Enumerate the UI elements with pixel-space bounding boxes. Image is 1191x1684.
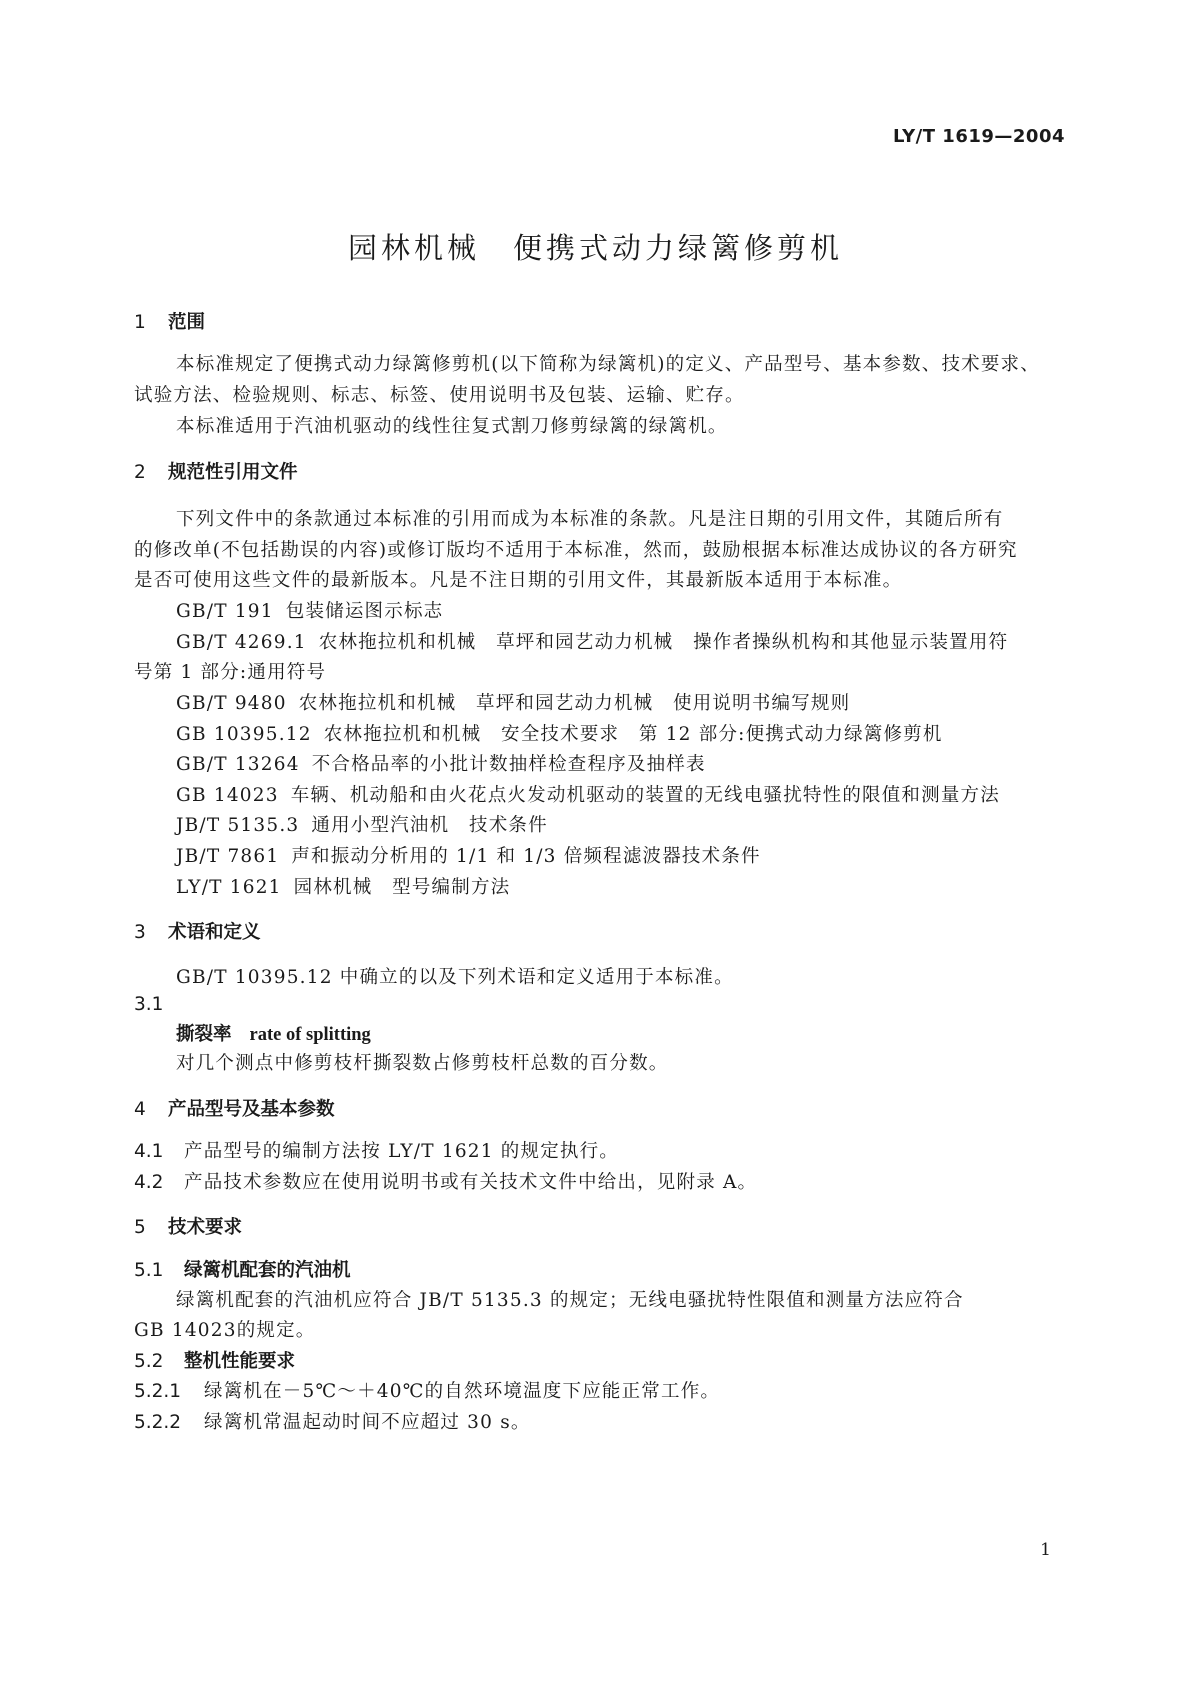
- clause-text: 绿篱机常温起动时间不应超过 30 s。: [204, 1412, 531, 1433]
- section-4-heading: [134, 1095, 335, 1121]
- reference-item: [176, 781, 1000, 807]
- reference-item: [176, 720, 943, 746]
- reference-title: 农林拖拉机和机械 草坪和园艺动力机械 使用说明书编写规则: [298, 693, 851, 714]
- reference-item: [176, 842, 761, 868]
- section-number: 4: [134, 1099, 146, 1120]
- document-title: 园林机械 便携式动力绿篱修剪机: [347, 231, 843, 265]
- section-title: 产品型号及基本参数: [168, 1099, 335, 1120]
- section-title: 技术要求: [168, 1217, 243, 1238]
- reference-item-continuation: 号第 1 部分:通用符号: [134, 662, 327, 683]
- reference-code: LY/T 1621: [176, 877, 282, 898]
- clause: [134, 1408, 531, 1434]
- reference-code: GB/T 191: [176, 601, 274, 622]
- clause: [134, 1377, 720, 1403]
- section-number: 1: [134, 312, 146, 333]
- section-number: 5: [134, 1217, 146, 1238]
- clause-text: 产品技术参数应在使用说明书或有关技术文件中给出，见附录 A。: [184, 1172, 758, 1193]
- clause-number: 5.1: [134, 1260, 164, 1281]
- clause-number: 3.1: [134, 994, 164, 1015]
- reference-title: 声和振动分析用的 1/1 和 1/3 倍频程滤波器技术条件: [291, 846, 761, 867]
- clause-number: 4.1: [134, 1141, 164, 1162]
- paragraph-line: 下列文件中的条款通过本标准的引用而成为本标准的条款。凡是注日期的引用文件，其随后所有: [176, 509, 1004, 530]
- section-2-heading: [134, 458, 298, 484]
- reference-item: [176, 750, 706, 776]
- reference-title: 包装储运图示标志: [285, 601, 444, 622]
- reference-item: [176, 811, 548, 837]
- subclause-number: [134, 994, 184, 1015]
- reference-item: [176, 689, 850, 715]
- reference-item: [176, 873, 510, 899]
- reference-title: 车辆、机动船和由火花点火发动机驱动的装置的无线电骚扰特性的限值和测量方法: [290, 785, 1000, 806]
- standard-code: LY/T 1619—2004: [892, 126, 1065, 147]
- clause-text: 绿篱机在－5℃～＋40℃的自然环境温度下应能正常工作。: [204, 1381, 721, 1402]
- term-english: rate of splitting: [249, 1025, 371, 1045]
- reference-title: 园林机械 型号编制方法: [293, 877, 511, 898]
- section-1-heading: [134, 308, 205, 334]
- reference-title: 不合格品率的小批计数抽样检查程序及抽样表: [311, 754, 706, 775]
- reference-title: 农林拖拉机和机械 安全技术要求 第 12 部分:便携式动力绿篱修剪机: [323, 724, 943, 745]
- paragraph-line: GB/T 10395.12 中确立的以及下列术语和定义适用于本标准。: [176, 967, 734, 988]
- paragraph-line: 绿篱机配套的汽油机应符合 JB/T 5135.3 的规定；无线电骚扰特性限值和测量方法应符合: [176, 1290, 964, 1311]
- subsection-title: 绿篱机配套的汽油机: [184, 1260, 351, 1281]
- subsection-5-2-heading: [134, 1347, 295, 1373]
- clause: [134, 1168, 757, 1194]
- paragraph-line: 的修改单(不包括勘误的内容)或修订版均不适用于本标准，然而，鼓励根据本标准达成协议的各方研究: [134, 540, 1018, 561]
- reference-title: 农林拖拉机和机械 草坪和园艺动力机械 操作者操纵机构和其他显示装置用符: [318, 632, 1009, 653]
- reference-code: JB/T 5135.3: [176, 815, 300, 836]
- reference-code: JB/T 7861: [176, 846, 280, 867]
- section-3-heading: [134, 918, 261, 944]
- clause-text: 产品型号的编制方法按 LY/T 1621 的规定执行。: [184, 1141, 620, 1162]
- paragraph-line: 试验方法、检验规则、标志、标签、使用说明书及包装、运输、贮存。: [134, 385, 745, 406]
- clause-number: 5.2.1: [134, 1381, 182, 1402]
- paragraph-line: 本标准适用于汽油机驱动的线性往复式割刀修剪绿篱的绿篱机。: [176, 416, 728, 437]
- paragraph-line: GB 14023的规定。: [134, 1320, 316, 1341]
- paragraph-line: 是否可使用这些文件的最新版本。凡是不注日期的引用文件，其最新版本适用于本标准。: [134, 570, 903, 591]
- reference-item: [176, 597, 443, 623]
- reference-code: GB/T 13264: [176, 754, 300, 775]
- reference-item: [176, 628, 1008, 654]
- clause-number: 4.2: [134, 1172, 164, 1193]
- clause-number: 5.2.2: [134, 1412, 182, 1433]
- section-title: 范围: [168, 312, 206, 333]
- reference-code: GB 10395.12: [176, 724, 312, 745]
- reference-code: GB/T 9480: [176, 693, 287, 714]
- reference-title: 通用小型汽油机 技术条件: [311, 815, 548, 836]
- clause: [134, 1137, 619, 1163]
- reference-code: GB/T 4269.1: [176, 632, 307, 653]
- term-chinese: 撕裂率: [176, 1024, 232, 1045]
- section-number: 3: [134, 922, 146, 943]
- subsection-title: 整机性能要求: [184, 1351, 296, 1372]
- subsection-5-1-heading: [134, 1256, 351, 1282]
- paragraph-line: 本标准规定了便携式动力绿篱修剪机(以下简称为绿篱机)的定义、产品型号、基本参数、技术要求、: [176, 354, 1040, 375]
- term-entry: [176, 1020, 371, 1046]
- reference-code: GB 14023: [176, 785, 279, 806]
- section-number: 2: [134, 462, 146, 483]
- clause-number: 5.2: [134, 1351, 164, 1372]
- term-definition: 对几个测点中修剪枝杆撕裂数占修剪枝杆总数的百分数。: [176, 1053, 669, 1074]
- section-title: 规范性引用文件: [168, 462, 298, 483]
- section-5-heading: [134, 1213, 242, 1239]
- section-title: 术语和定义: [168, 922, 261, 943]
